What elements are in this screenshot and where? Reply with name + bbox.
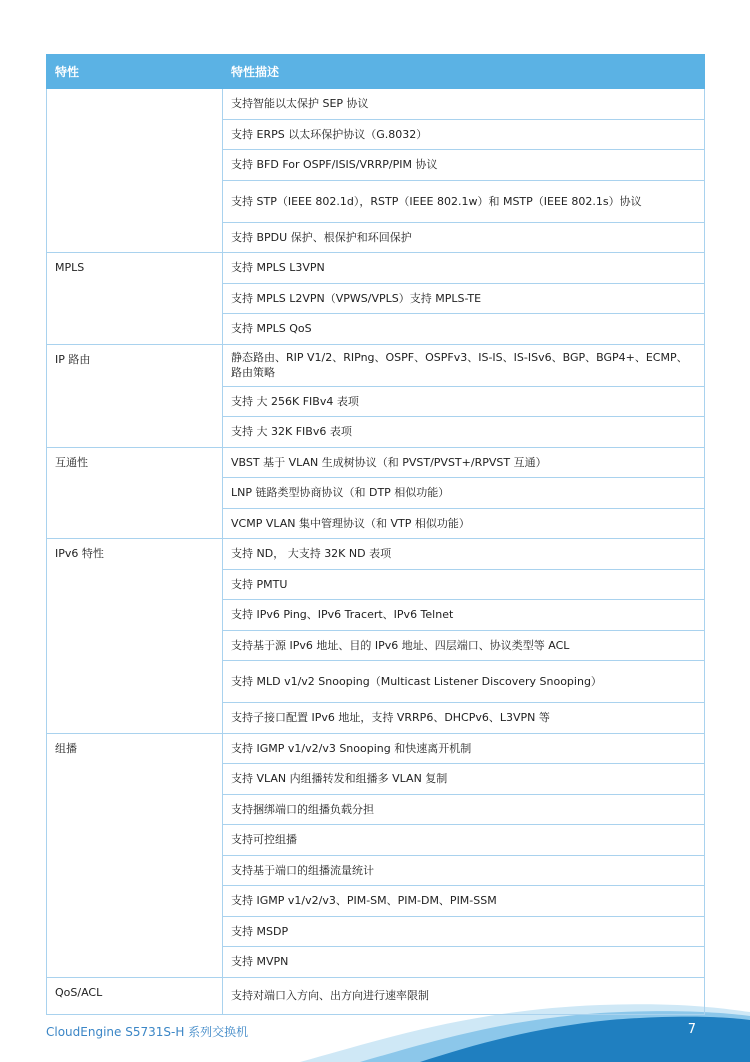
description-cell: LNP 链路类型协商协议（和 DTP 相似功能） [223, 478, 705, 509]
table-header-row [47, 55, 705, 89]
description-cell: VCMP VLAN 集中管理协议（和 VTP 相似功能） [223, 508, 705, 539]
description-cell: 支持 ERPS 以太环保护协议（G.8032） [223, 119, 705, 150]
description-cell: 支持 MSDP [223, 916, 705, 947]
description-cell: 支持 MPLS QoS [223, 314, 705, 345]
feature-cell [47, 89, 223, 253]
table-row [47, 977, 705, 1015]
description-cell: 支持 MPLS L2VPN（VPWS/VPLS）支持 MPLS-TE [223, 283, 705, 314]
description-cell: 支持 BFD For OSPF/ISIS/VRRP/PIM 协议 [223, 150, 705, 181]
feature-cell: QoS/ACL [47, 977, 223, 1015]
description-cell: 支持捆绑端口的组播负载分担 [223, 794, 705, 825]
table-row [47, 733, 705, 764]
feature-cell: IPv6 特性 [47, 539, 223, 734]
description-cell: VBST 基于 VLAN 生成树协议（和 PVST/PVST+/RPVST 互通） [223, 447, 705, 478]
description-cell: 支持智能以太保护 SEP 协议 [223, 89, 705, 120]
feature-cell: MPLS [47, 253, 223, 345]
description-cell: 支持子接口配置 IPv6 地址，支持 VRRP6、DHCPv6、L3VPN 等 [223, 703, 705, 734]
description-cell: 支持 大 256K FIBv4 表项 [223, 386, 705, 417]
description-cell: 支持基于源 IPv6 地址、目的 IPv6 地址、四层端口、协议类型等 ACL [223, 630, 705, 661]
description-cell: 支持 MLD v1/v2 Snooping（Multicast Listener Discovery Snooping） [223, 661, 705, 703]
table-row [47, 539, 705, 570]
description-cell: 支持 MPLS L3VPN [223, 253, 705, 284]
table-row [47, 447, 705, 478]
feature-cell: 互通性 [47, 447, 223, 539]
table-body [47, 89, 705, 1015]
feature-cell: IP 路由 [47, 344, 223, 447]
table-row [47, 89, 705, 120]
header-description: 特性描述 [223, 55, 705, 89]
header-feature: 特性 [47, 55, 223, 89]
table-row [47, 344, 705, 386]
footer-title: CloudEngine S5731S-H 系列交换机 [46, 1025, 249, 1039]
page-number: 7 [687, 1022, 696, 1037]
description-cell: 支持 IGMP v1/v2/v3、PIM-SM、PIM-DM、PIM-SSM [223, 886, 705, 917]
description-cell: 支持 IGMP v1/v2/v3 Snooping 和快速离开机制 [223, 733, 705, 764]
description-cell: 支持 ND， 大支持 32K ND 表项 [223, 539, 705, 570]
feature-cell: 组播 [47, 733, 223, 977]
description-cell: 支持 IPv6 Ping、IPv6 Tracert、IPv6 Telnet [223, 600, 705, 631]
description-cell: 支持 PMTU [223, 569, 705, 600]
description-cell: 支持 BPDU 保护、根保护和环回保护 [223, 222, 705, 253]
description-cell: 支持 大 32K FIBv6 表项 [223, 417, 705, 448]
description-cell: 支持 STP（IEEE 802.1d），RSTP（IEEE 802.1w）和 MSTP（IEEE 802.1s）协议 [223, 180, 705, 222]
table-row [47, 253, 705, 284]
description-cell: 支持 MVPN [223, 947, 705, 978]
description-cell: 支持 VLAN 内组播转发和组播多 VLAN 复制 [223, 764, 705, 795]
description-cell: 支持基于端口的组播流量统计 [223, 855, 705, 886]
description-cell: 支持可控组播 [223, 825, 705, 856]
spec-table [46, 54, 705, 1015]
description-cell: 支持对端口入方向、出方向进行速率限制 [223, 977, 705, 1015]
description-cell: 静态路由、RIP V1/2、RIPng、OSPF、OSPFv3、IS-IS、IS-ISv6、BGP、BGP4+、ECMP、路由策略 [223, 344, 705, 386]
